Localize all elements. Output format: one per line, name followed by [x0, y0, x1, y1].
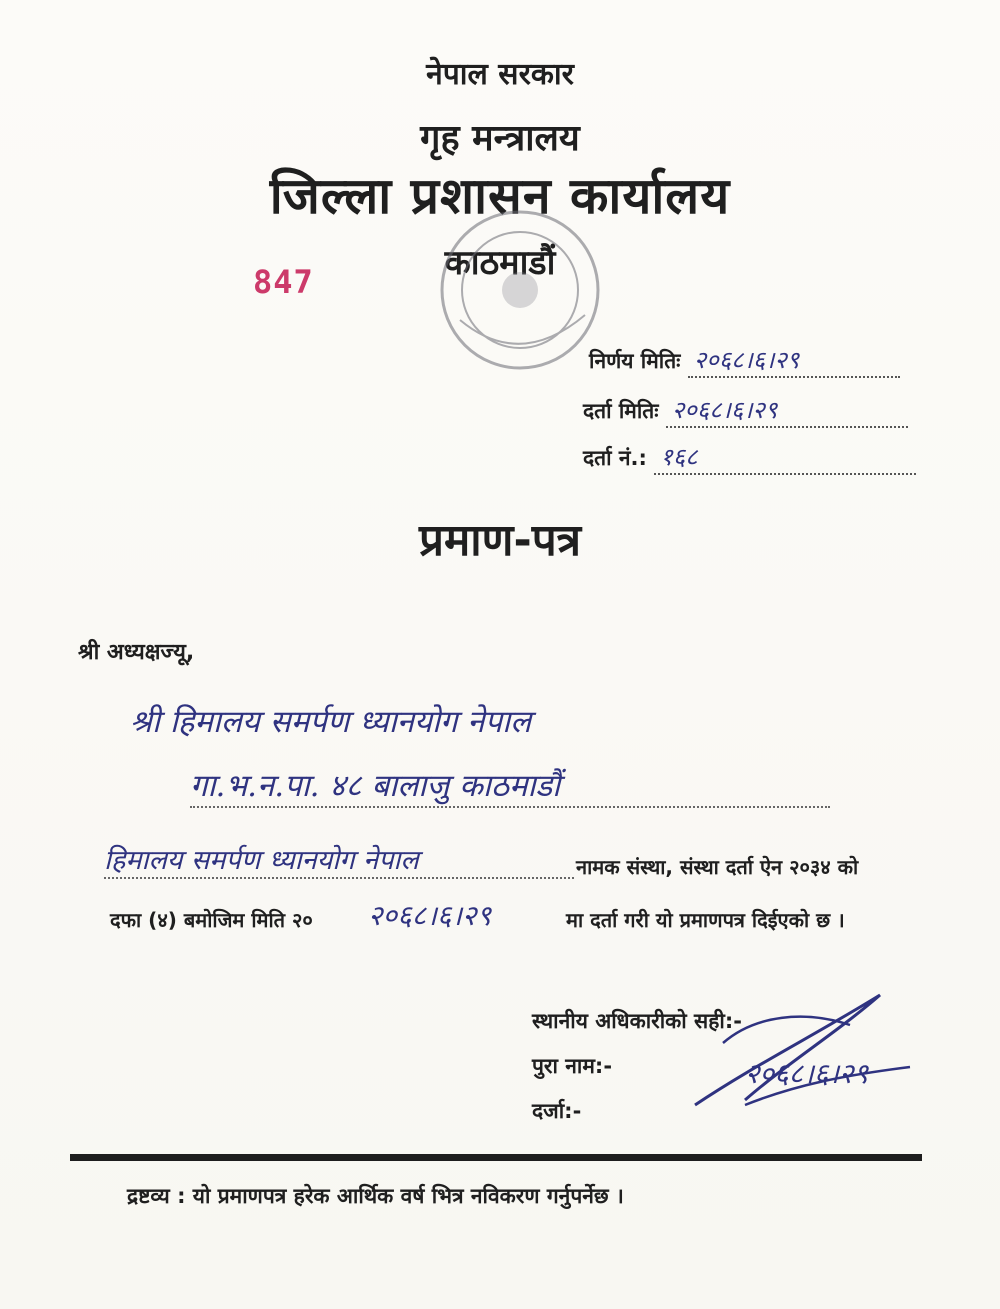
ministry-heading: गृह मन्त्रालय [420, 118, 580, 159]
rank-label: दर्जा:- [532, 1099, 582, 1123]
body-line-1: नामक संस्था, संस्था दर्ता ऐन २०३४ को [576, 855, 859, 879]
registration-number-label: दर्ता नं.: [583, 446, 647, 470]
registration-number-value: १६८ [654, 440, 916, 475]
decision-date-label: निर्णय मितिः [589, 349, 681, 373]
handwritten-organization-line: श्री हिमालय समर्पण ध्यानयोग नेपाल [130, 704, 532, 740]
decision-date-value: २०६८।६।२९ [688, 343, 900, 378]
registration-date-value: २०६८।६।२९ [666, 393, 908, 428]
government-heading: नेपाल सरकार [426, 57, 574, 92]
salutation: श्री अध्यक्षज्यू, [78, 640, 195, 665]
footer-note: द्रष्टव्य : यो प्रमाणपत्र हरेक आर्थिक वर्ष भित्र नविकरण गर्नुपर्नेछ । [127, 1184, 624, 1208]
handwritten-organization-name: हिमालय समर्पण ध्यानयोग नेपाल [104, 840, 574, 879]
full-name-label: पुरा नाम:- [532, 1054, 613, 1078]
decision-date-row [589, 343, 900, 378]
signature-date-text: २०६८।६।२९ [745, 1057, 869, 1090]
certificate-title: प्रमाण-पत्र [418, 515, 582, 566]
registration-date-label: दर्ता मितिः [583, 399, 659, 423]
district-heading: काठमाडौं [444, 243, 556, 283]
body-line-2-prefix: दफा (४) बमोजिम मिति २० [110, 908, 313, 932]
handwritten-registered-date: २०६८।६।२९ [368, 899, 492, 932]
handwritten-signature-icon [675, 975, 975, 1150]
office-heading: जिल्ला प्रशासन कार्यालय [269, 167, 731, 225]
stamp-number: 847 [253, 263, 314, 301]
authority-signature-label: स्थानीय अधिकारीको सही:- [532, 1009, 742, 1033]
registration-number-row [583, 440, 916, 475]
handwritten-address-line: गा.भ.न.पा. ४८ बालाजु काठमाडौं [190, 764, 830, 808]
registration-date-row [583, 393, 908, 428]
body-line-2-suffix: मा दर्ता गरी यो प्रमाणपत्र दिईएको छ । [566, 908, 845, 932]
divider-rule [70, 1154, 922, 1161]
